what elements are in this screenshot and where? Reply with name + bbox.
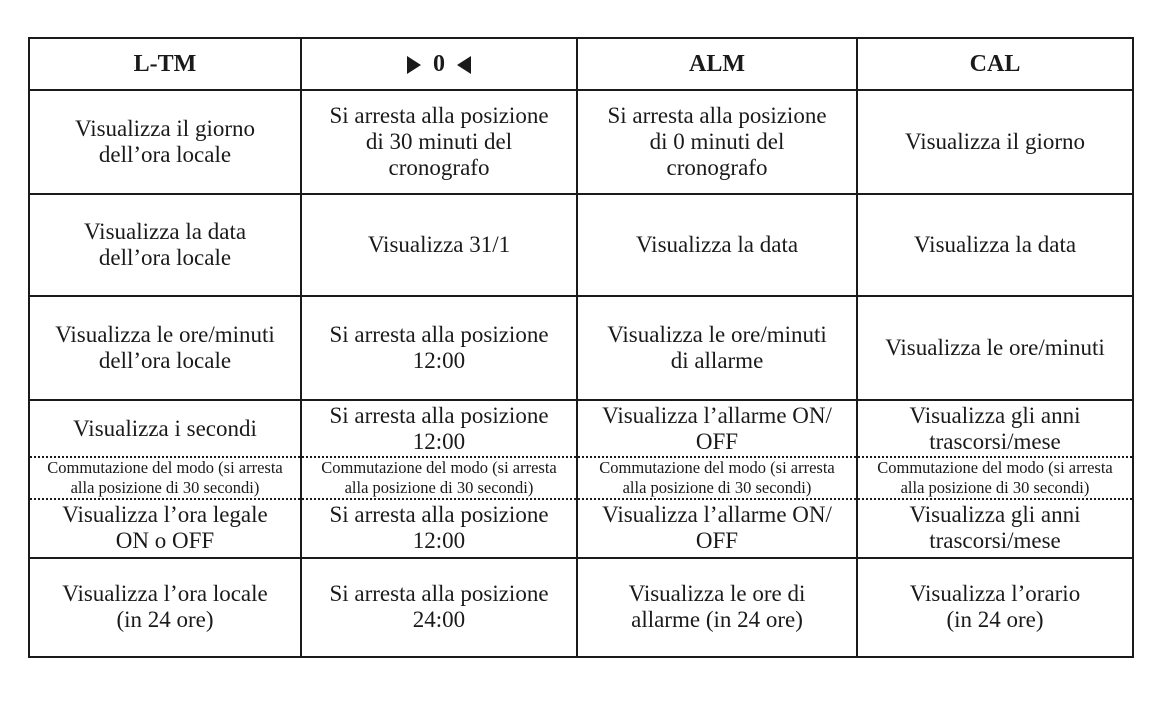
table-cell: Si arresta alla posizione di 0 minuti del cronografo (577, 90, 857, 194)
table-cell: Si arresta alla posizione 12:00 (301, 400, 577, 457)
table-cell: Visualizza le ore/minuti di allarme (577, 296, 857, 400)
table-cell: Si arresta alla posizione di 30 minuti del cronografo (301, 90, 577, 194)
table-row (29, 296, 1133, 400)
table-cell: Visualizza l’allarme ON/ OFF (577, 400, 857, 457)
header-zero-label: 0 (433, 50, 445, 77)
table-row-mode-switch (29, 457, 1133, 499)
table-cell: Visualizza le ore di allarme (in 24 ore) (577, 558, 857, 657)
table-cell: Si arresta alla posizione 12:00 (301, 499, 577, 558)
triangle-right-icon (407, 56, 421, 74)
table-cell: Visualizza il giorno dell’ora locale (29, 90, 301, 194)
table-cell: Commutazione del modo (si arresta alla posizione di 30 secondi) (29, 457, 301, 499)
table-cell: Commutazione del modo (si arresta alla posizione di 30 secondi) (301, 457, 577, 499)
header-zero (301, 38, 577, 90)
table-row (29, 400, 1133, 457)
table-cell: Visualizza la data (577, 194, 857, 296)
table-cell: Commutazione del modo (si arresta alla posizione di 30 secondi) (857, 457, 1133, 499)
header-ltm: L-TM (29, 38, 301, 90)
table-cell: Visualizza gli anni trascorsi/mese (857, 400, 1133, 457)
table-row (29, 194, 1133, 296)
header-row (29, 38, 1133, 90)
table-row (29, 558, 1133, 657)
table-cell: Visualizza le ore/minuti (857, 296, 1133, 400)
table-cell: Visualizza 31/1 (301, 194, 577, 296)
table-cell: Si arresta alla posizione 12:00 (301, 296, 577, 400)
table-cell: Visualizza l’orario (in 24 ore) (857, 558, 1133, 657)
table-row (29, 90, 1133, 194)
table-cell: Visualizza l’ora locale (in 24 ore) (29, 558, 301, 657)
table-cell: Commutazione del modo (si arresta alla posizione di 30 secondi) (577, 457, 857, 499)
header-alm: ALM (577, 38, 857, 90)
table-cell: Visualizza i secondi (29, 400, 301, 457)
header-cal: CAL (857, 38, 1133, 90)
mode-function-table (28, 37, 1134, 658)
table-cell: Visualizza la data dell’ora locale (29, 194, 301, 296)
table-cell: Visualizza l’allarme ON/ OFF (577, 499, 857, 558)
table-cell: Visualizza l’ora legale ON o OFF (29, 499, 301, 558)
table-cell: Visualizza le ore/minuti dell’ora locale (29, 296, 301, 400)
table-cell: Si arresta alla posizione 24:00 (301, 558, 577, 657)
triangle-left-icon (457, 56, 471, 74)
table-cell: Visualizza la data (857, 194, 1133, 296)
table-cell: Visualizza gli anni trascorsi/mese (857, 499, 1133, 558)
table-row (29, 499, 1133, 558)
table-cell: Visualizza il giorno (857, 90, 1133, 194)
